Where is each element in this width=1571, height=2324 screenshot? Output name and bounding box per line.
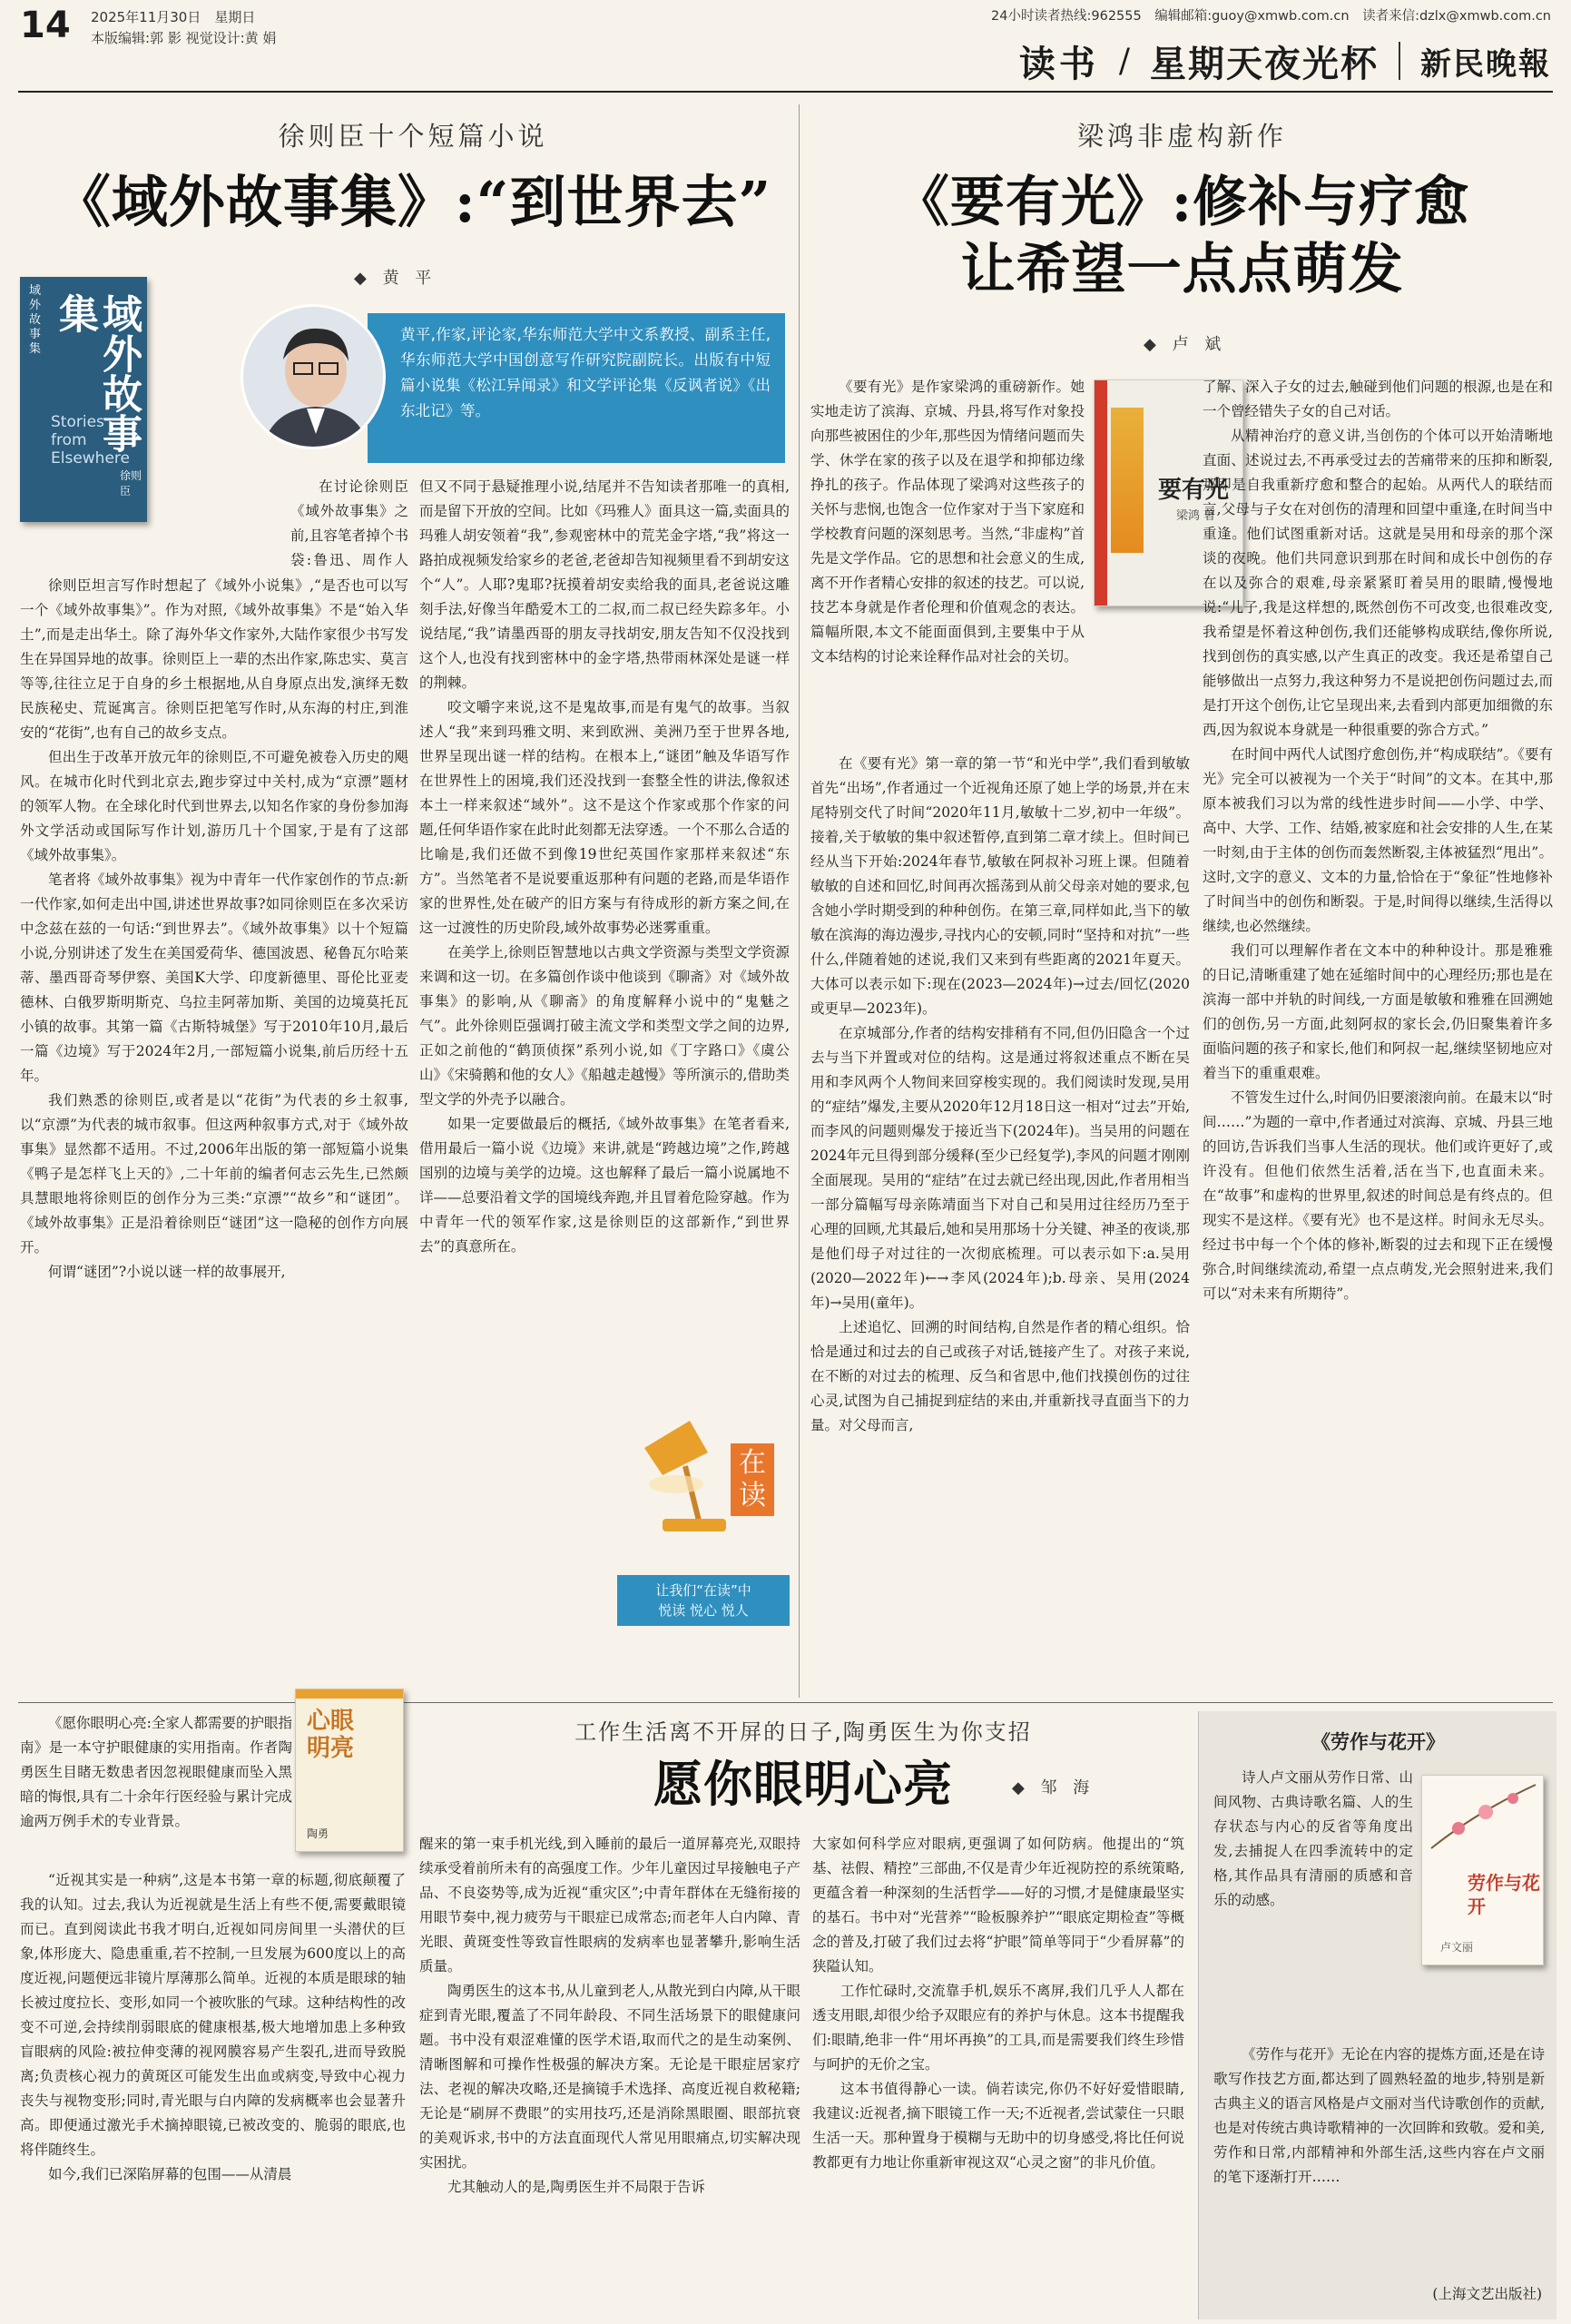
right-byline: ◆ 卢 斌 [1144, 335, 1227, 354]
reading-promo [617, 1403, 790, 1675]
paragraph: 《愿你眼明心亮:全家人都需要的护眼指南》是一本守护眼健康的实用指南。作者陶勇医生目睹无数患者因忽视眼健康而坠入黑暗的悔恨,具有二十余年行医经验与累计完成逾两万例手术的专业背景。 [20, 1715, 292, 1829]
paragraph: 大家如何科学应对眼病,更强调了如何防病。他提出的“筑基、祛假、精控”三部曲,不仅是青少年近视防控的系统策略,更蕴含着一种深刻的生活哲学——好的习惯,才是健康最坚实的基石。书中对“光营养”“睑板腺养护”“眼底定期检查”等概念的普及,打破了我们过去将“护眼”简单等同于“少看屏幕”的狭隘认知。 [812, 1836, 1184, 1974]
paragraph: 陶勇医生的这本书,从儿童到老人,从散光到白内障,从干眼症到青光眼,覆盖了不同年龄段、不同生活场景下的眼健康问题。书中没有艰涩难懂的医学术语,取而代之的是生动案例、清晰图解和可操作性极强的解决方案。无论是干眼症居家疗法、老视的解决攻略,还是摘镜手术选择、高度近视自救秘籍;无论是“刷屏不费眼”的实用技巧,还是消除黑眼圈、眼部抗衰的美观诉求,书中的方法直面现代人常见用眼痛点,切实解决现实困扰。 [419, 1983, 800, 2171]
paragraph: 何谓“谜团”?小说以谜一样的故事展开, [48, 1264, 286, 1280]
paragraph: 尤其触动人的是,陶勇医生并不局限于告诉 [447, 2179, 705, 2195]
cover-author: 徐则臣 [120, 469, 142, 497]
paragraph: 了解、深入子女的过去,触碰到他们问题的根源,也是在和一个曾经错失子女的自己对话。 [1203, 379, 1553, 419]
book-cover-laozuo [1421, 1775, 1544, 1965]
paragraph: “近视其实是一种病”,这是本书第一章的标题,彻底颠覆了我的认知。过去,我认为近视就是生活上有些不便,需要戴眼镜而已。直到阅读此书我才明白,近视如同房间里一头潜伏的巨象,体形庞大、隐患重重,若不控制,一旦发展为600度以上的高度近视,问题便远非镜片厚薄那么简单。近视的本质是眼球的轴长被过度拉长、变形,如同一个被吹胀的气球。这种结构性的改变不可逆,会持续削弱眼底的健康根基,极大地增加患上多种致盲眼病的风险:被拉伸变薄的视网膜容易产生裂孔,进而导致脱离;负责核心视力的黄斑区可能发生出血或病变,导致中心视力丧失与视物变形;同时,青光眼与白内障的发病概率也会显著升高。即便通过激光手术摘掉眼镜,已被改变的、脆弱的眼底,也将伴随终生。 [20, 1872, 406, 2158]
paragraph: 在《要有光》第一章的第一节“和光中学”,我们看到敏敏首先“出场”,作者通过一个近视角还原了她上学的场景,并在末尾特别交代了时间“2020年11月,敏敏十二岁,初中一年级”。接着,关于敏敏的集中叙述暂停,直到第二章才续上。但时间已经从当下开始:2024年春节,敏敏在阿叔补习班上课。但随着敏敏的自述和回忆,时间再次摇荡到从前父母亲对她的要求,包含她小学时期受到的种种创伤。在第三章,同样如此,当下的敏敏在滨海的海边漫步,寻找内心的安顿,同时“坚持和对抗”一些什么,伴随着她的述说,我们又来到有些距离的2021年夏天。大体可以表示如下:现在(2023—2024年)→过去/回忆(2020或更早—2023年)。 [810, 755, 1190, 1017]
header-divider [1399, 42, 1400, 80]
paragraph: 上述追忆、回溯的时间结构,自然是作者的精心组织。恰恰是通过和过去的自己或孩子对话,链接产生了。对孩子来说,在不断的对过去的梳理、反刍和省思中,他们找摸创伤的过往心灵,试图为自己捕捉到症结的来由,并重新找寻直面当下的力量。对父母而言, [810, 1319, 1190, 1433]
cover-title: 心眼明亮 [307, 1708, 355, 1762]
publisher: (上海文艺出版社) [1432, 2286, 1542, 2302]
left-article-col-2 [419, 475, 790, 1383]
column-divider [799, 104, 800, 1698]
section-name: 读书 [1018, 42, 1099, 85]
cover-band [296, 1689, 404, 1699]
right-headline-2: 让希望一点点萌发 [960, 238, 1404, 301]
eye-byline: ◆ 邹 海 [1012, 1778, 1095, 1797]
paragraph: 工作忙碌时,交流靠手机,娱乐不离屏,我们几乎人人都在透支用眼,却很少给予双眼应有的养护与休息。这本书提醒我们:眼睛,绝非一件“用坏再换”的工具,而是需要我们终生珍惜与呵护的无价之宝。 [812, 1983, 1184, 2073]
paragraph: 这本书值得静心一读。倘若读完,你仍不好好爱惜眼睛,我建议:近视者,摘下眼镜工作一天;不近视者,尝试蒙住一只眼生活一天。那种置身于模糊与无助中的切身感受,将比任何说教都更有力地让你重新审视这双“心灵之窗”的非凡价值。 [812, 2081, 1184, 2171]
right-article-col-1 [810, 752, 1190, 1687]
section-divider [18, 1702, 1553, 1703]
portrait-icon [243, 307, 386, 449]
right-kicker: 梁鸿非虚构新作 [1076, 121, 1287, 152]
sidebar-para-1 [1213, 1766, 1413, 2036]
section-slash: / [1118, 42, 1130, 80]
promo-line-1: 让我们“在读”中 [655, 1582, 751, 1599]
paragraph: 在京城部分,作者的结构安排稍有不同,但仍旧隐含一个过去与当下并置或对位的结构。这是通过将叙述重点不断在吴用和李风两个人物间来回穿梭实现的。我们阅读时发现,吴用的“症结”爆发,主要从2020年12月18日这一相对“过去”开始,而李风的问题则爆发于接近当下(2024年)。当吴用的问题在2024年元旦得到部分缓释(至少已经复学),李风的问题才刚刚全面展现。吴用的“症结”在过去就已经出现,因此,作者用相当一部分篇幅写母亲陈靖面当下对自己和吴用过往经历乃至于心理的回顾,尤其最后,她和吴用那场十分关键、神圣的夜谈,那是他们母子对过往的一次彻底梳理。可以表示如下:a.吴用(2020—2022年)←→李风(2024年);b.母亲、吴用(2024年)→吴用(童年)。 [810, 1025, 1190, 1311]
paragraph: 《劳作与花开》无论在内容的提炼方面,还是在诗歌写作技艺方面,都达到了圆熟轻盈的地步,特别是新古典主义的语言风格是卢文丽对当代诗歌创作的贡献,也是对传统古典诗歌精神的一次回眸和致敬。爱和美,劳作和日常,内部精神和外部生活,这些内容在卢文丽的笔下逐渐打开…… [1213, 2046, 1545, 2185]
eye-book-intro [20, 1711, 292, 1856]
paragraph: 我们熟悉的徐则臣,或者是以“花街”为代表的乡土叙事,以“京漂”为代表的城市叙事。但这两种叙事方式,对于《域外故事集》显然都不适用。不过,2006年出版的第一部短篇小说集《鸭子是怎样飞上天的》,二十年前的编者何志云先生,已然颇具慧眼地将徐则臣的创作分为三类:“京漂”“故乡”和“谜团”。《域外故事集》正是沿着徐则臣“谜团”这一隐秘的创作方向展开。 [20, 1092, 408, 1256]
date-line: 2025年11月30日 星期日 [91, 9, 256, 25]
paragraph: 徐则臣坦言写作时想起了《域外小说集》,“是否也可以写一个《域外故事集》”。作为对照,《域外故事集》不是“始入华土”,而是走出华土。除了海外华文作家外,大陆作家很少书写发生在异国异地的故事。徐则臣上一辈的杰出作家,陈忠实、莫言等等,往往立足于自身的乡土根据地,从自身原点出发,演绎无数民族秘史、荒诞寓言。徐则臣把笔写作时,从东海的村庄,到淮安的“花街”,也有自己的故乡支点。 [20, 577, 408, 741]
promo-caption [617, 1575, 790, 1626]
author-bio: 黄平,作家,评论家,华东师范大学中文系教授、副系主任,华东师范大学中国创意写作研究院副院长。出版有中短篇小说集《松江异闻录》和文学评论集《反讽者说》《出东北记》等。 [368, 313, 785, 463]
header-rule [18, 91, 1553, 93]
paragraph: 如果一定要做最后的概括,《域外故事集》在笔者看来,借用最后一篇小说《边境》来讲,就是“跨越边境”之作,跨越国别的边境与美学的边境。这也解释了最后一篇小说属地不详——总要沿着文学的国境线奔跑,并且冒着危险穿越。作为中青年一代的领军作家,这是徐则臣的这部新作,“到世界去”的真意所在。 [419, 1116, 790, 1255]
left-article-col-1 [20, 574, 408, 1672]
paragraph: 咬文嚼字来说,这不是鬼故事,而是有鬼气的故事。当叙述人“我”来到玛雅文明、来到欧洲、美洲乃至于世界各地,世界呈现出谜一样的结构。在根本上,“谜团”触及华语写作在世界性上的困境,我们还没找到一套整全性的讲法,像叙述本土一样来叙述“域外”。这不是这个作家或那个作家的问题,任何华语作家在此时此刻都无法穿透。一个不那么合适的比喻是,我们还做不到像19世纪英国作家那样来叙述“东方”。当然笔者不是说要重返那种有问题的老路,而是华语作家的世界性,处在破产的旧方案与有待成形的新方案之间,在这一过渡性的历史阶段,域外故事势必迷雾重重。 [419, 699, 790, 936]
right-article-lead [810, 375, 1085, 756]
paragraph: 从精神治疗的意义讲,当创伤的个体可以开始清晰地直面、述说过去,不再承受过去的苦痛带来的压抑和断裂,那即是自我重新疗愈和整合的起始。从两代人的联结而言,父母与子女在对创伤的清理和回望中重逢,在时间当中重逢。他们试图重新对话。这就是吴用和母亲的那个深谈的夜晚。他们共同意识到那在时间和成长中创伤的存在以及弥合的艰难,母亲紧紧盯着吴用的眼睛,慢慢地说:“儿子,我是这样想的,既然创伤不可改变,也很难改变,我希望是怀着这种创伤,我们还能够构成联结,像你所说,找到创伤的真实感,以产生真正的改变。我还是希望自己能够做出一点努力,我这种努力不是说把创伤问题过去,而是打开这个创伤,让它呈现出来,去看到内部更加细微的东西,因为叙说本身就是一种很重要的弥合方式。” [1203, 428, 1553, 738]
paragraph: 如今,我们已深陷屏幕的包围——从清晨 [48, 2166, 292, 2182]
promo-label: 在读 [731, 1443, 774, 1516]
header-meta [91, 7, 276, 49]
poetry-sidebar [1198, 1711, 1556, 2319]
right-headline-1: 《要有光》:修补与疗愈 [894, 171, 1470, 234]
paragraph: 在讨论徐则臣《域外故事集》之前,且容笔者掉个书袋:鲁迅、周作人 [290, 478, 408, 568]
paper-logo: 新民晚報 [1420, 45, 1551, 83]
section-header [1019, 34, 1551, 87]
cover-title: 劳作与花开 [1468, 1872, 1540, 1917]
eye-col-1 [20, 1868, 406, 2313]
cover-title: 要有光 [1158, 477, 1230, 504]
cover-author: 卢文丽 [1440, 1941, 1474, 1954]
cover-author: 陶勇 [307, 1827, 329, 1840]
paragraph: 诗人卢文丽从劳作日常、山间风物、古典诗歌名篇、人的生存状态与内心的反省等角度出发,去捕捉人在四季流转中的定格,其作品具有清丽的质感和音乐的动感。 [1213, 1769, 1413, 1908]
paragraph: 但出生于改革开放元年的徐则臣,不可避免被卷入历史的飓风。在城市化时代到北京去,跑步穿过中关村,成为“京漂”题材的领军人物。在全球化时代到世界去,以知名作家的身份参加海外文学活动或国际写作计划,游历几十个国家,于是有了这部《域外故事集》。 [20, 749, 408, 863]
paragraph: 在美学上,徐则臣智慧地以古典文学资源与类型文学资源来调和这一切。在多篇创作谈中他谈到《聊斋》对《域外故事集》的影响,从《聊斋》的角度解释小说中的“鬼魅之气”。此外徐则臣强调打破主流文学和类型文学之间的边界,正如之前他的“鹤顶侦探”系列小说,如《丁字路口》《虞公山》《宋骑鹅和他的女人》《船越走越慢》等所演示的,借助类型文学的外壳予以融合。 [419, 944, 790, 1108]
eye-headline: 愿你眼明心亮 [653, 1755, 953, 1813]
paragraph: 但又不同于悬疑推理小说,结尾并不告知读者那唯一的真相,而是留下开放的空间。比如《玛雅人》面具这一篇,卖面具的玛雅人胡安领着“我”,参观密林中的荒芜金字塔,“我”将这一路拍成视频发给家乡的老爸,老爸却告知视频里看不到胡安这个“人”。人耶?鬼耶?抚摸着胡安卖给我的面具,老爸说这雕刻手法,好像当年酷爱木工的二叔,而二叔已经失踪多年。小说结尾,“我”请墨西哥的朋友寻找胡安,朋友告知不仅没找到这个人,也没有找到密林中的金字塔,热带雨林深处是谜一样的荆棘。 [419, 478, 790, 691]
editors-line: 本版编辑:郭 影 视觉设计:黄 娟 [91, 30, 277, 46]
cover-en-title: Stories from Elsewhere [51, 413, 130, 468]
cover-light-beam [1111, 408, 1144, 553]
cover-spine-title: 域外故事集 [29, 284, 42, 356]
book-cover-yuwai [20, 277, 147, 522]
left-byline: ◆ 黄 平 [354, 269, 437, 288]
column-name: 星期天夜光杯 [1150, 42, 1379, 85]
page-number: 14 [20, 5, 71, 46]
left-kicker: 徐则臣十个短篇小说 [278, 121, 548, 152]
paragraph: 《要有光》是作家梁鸿的重磅新作。她实地走访了滨海、京城、丹县,将写作对象投向那些被困住的少年,那些因为情绪问题而失学、休学在家的孩子以及在退学和抑郁边缘挣扎的孩子。作品体现了梁鸿对这些孩子的关怀与悲悯,也饱含一位作家对于当下家庭和学校教育问题的深刻思考。当然,“非虚构”首先是文学作品。它的思想和社会意义的生成,离不开作者精心安排的叙述的技艺。可以说,技艺本身就是作者伦理和价值观念的表达。篇幅所限,本文不能面面俱到,主要集中于从文本结构的讨论来诠释作品对社会的关切。 [810, 379, 1085, 665]
paragraph: 我们可以理解作者在文本中的种种设计。那是雅雅的日记,清晰重建了她在延缩时间中的心理经历;那也是在滨海一部中并轨的时间线,一方面是敏敏和雅雅在回溯她们的创伤,另一方面,此刻阿叔的家长会,仍旧聚集着许多面临问题的孩子和家长,他们和阿叔一起,继续坚韧地应对着当下的重重艰难。 [1203, 942, 1553, 1081]
contacts-line: 24小时读者热线:962555 编辑邮箱:guoy@xmwb.com.cn 读者来信:dzlx@xmwb.com.cn [991, 9, 1551, 24]
left-article-lead [290, 475, 408, 573]
eye-col-2 [419, 1832, 800, 2313]
left-headline: 《域外故事集》:“到世界去” [54, 169, 772, 235]
paragraph: 笔者将《域外故事集》视为中青年一代作家创作的节点:新一代作家,如何走出中国,讲述世界故事?如同徐则臣在多次采访中念兹在兹的一句话:“到世界去”。《域外故事集》以十个短篇小说,分别讲述了发生在美国爱荷华、德国波恩、秘鲁瓦尔哈莱蒂、墨西哥奇琴伊察、美国K大学、印度新德里、哥伦比亚麦德林、白俄罗斯明斯克、乌拉圭阿蒂加斯、美国的边境莫托瓦小镇的故事。其第一篇《古斯特城堡》写于2010年10月,最后一篇《边境》写于2024年2月,一部短篇小说集,前后历经十五年。 [20, 872, 408, 1084]
eye-kicker: 工作生活离不开屏的日子,陶勇医生为你支招 [574, 1719, 1032, 1745]
sidebar-para-2 [1213, 2043, 1545, 2280]
cover-title: 域外故事集 [52, 293, 142, 453]
paragraph: 不管发生过什么,时间仍旧要滚滚向前。在最末以“时间……”为题的一章中,作者通过对滨海、京城、丹县三地的回访,告诉我们当事人生活的现状。他们或许更好了,或许没有。但他们依然生活着,活在当下,也直面未来。在“故事”和虚构的世界里,叙述的时间总是有终点的。但现实不是这样。《要有光》也不是这样。时间永无尽头。经过书中每一个个体的修补,断裂的过去和现下正在缓慢弥合,时间继续流动,希望一点点萌发,光会照射进来,我们可以“对未来有所期待”。 [1203, 1089, 1553, 1302]
book-cover-xinyan [295, 1689, 404, 1852]
paragraph: 在时间中两代人试图疗愈创伤,并“构成联结”。《要有光》完全可以被视为一个关于“时间”的文本。在其中,那原本被我们习以为常的线性进步时间——小学、中学、高中、大学、工作、结婚,被家庭和社会安排的人生,在某一时刻,由于主体的创伤而轰然断裂,主体被猛烈“甩出”。这时,文字的意义、文本的力量,恰恰在于“象征”性地修补了时间当中的创伤和断裂。于是,时间得以继续,生活得以继续,也必然继续。 [1203, 746, 1553, 934]
author-photo-huangping [241, 304, 386, 449]
paragraph: 醒来的第一束手机光线,到入睡前的最后一道屏幕亮光,双眼持续承受着前所未有的高强度工作。少年儿童因过早接触电子产品、不良姿势等,成为近视“重灾区”;中青年群体在无缝衔接的用眼节奏中,视力疲劳与干眼症已成常态;而老年人白内障、青光眼、黄斑变性等致盲性眼病的发病率也显著攀升,影响生活质量。 [419, 1836, 800, 1974]
cover-author: 梁鸿 著 [1176, 509, 1216, 523]
sidebar-title: 《劳作与花开》 [1311, 1731, 1445, 1753]
promo-line-2: 悦读 悦心 悦人 [658, 1602, 749, 1619]
eye-col-3 [812, 1832, 1184, 2313]
cover-red-spine [1095, 380, 1107, 606]
desk-lamp-icon [635, 1412, 744, 1548]
flower-branch-icon [1422, 1776, 1544, 1857]
right-article-col-2 [1203, 375, 1553, 1687]
